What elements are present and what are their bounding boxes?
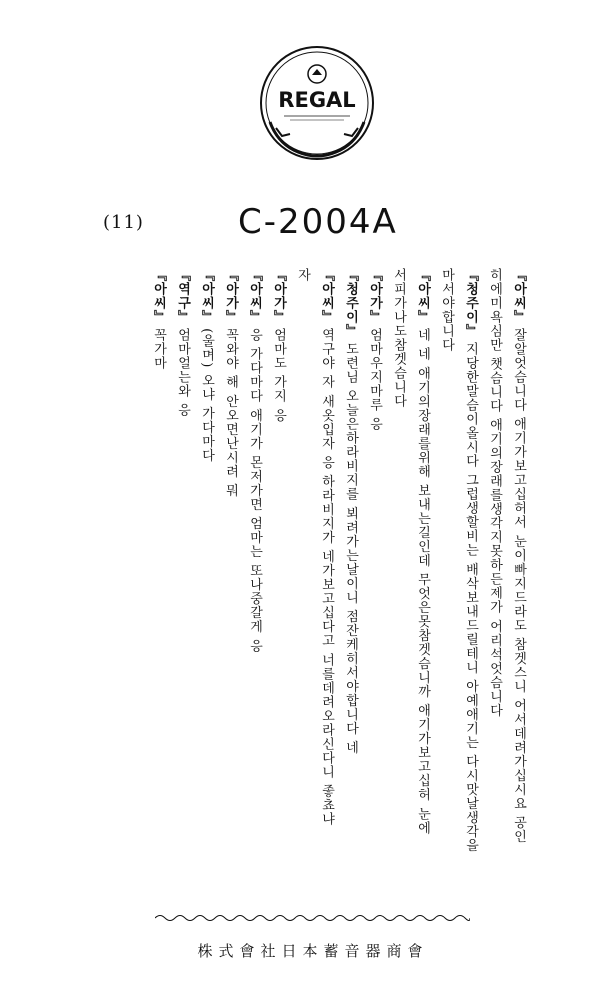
- line-text: 잘알엇슴니다 애기가보고십허서 눈이빠지드라도 참겟스니 어서데려가십시요 공인: [511, 328, 526, 844]
- dialogue-line: [482, 268, 506, 878]
- line-text: 꼭와야 해 안오면난시려 뭐: [223, 328, 238, 498]
- speaker-label: 『아씨』: [415, 268, 430, 324]
- dialogue-line: [338, 268, 362, 878]
- wavy-divider: [155, 912, 470, 924]
- dialogue-line: [170, 268, 194, 878]
- dialogue-text: [90, 268, 530, 878]
- dialogue-line: [386, 268, 410, 878]
- speaker-label: 『청주이』: [463, 268, 478, 338]
- dialogue-line: [434, 268, 458, 878]
- logo-brand-text: REGAL: [278, 88, 356, 112]
- dialogue-line: [194, 268, 218, 878]
- dialogue-line: [242, 268, 266, 878]
- line-text: 엄마얼는와 응: [175, 328, 190, 418]
- dialogue-line: [290, 268, 314, 878]
- speaker-label: 『아씨』: [319, 268, 334, 324]
- dialogue-line: [314, 268, 338, 878]
- speaker-label: 『역구』: [175, 268, 190, 324]
- line-text: 서피가나도참겟슴니다: [391, 268, 406, 408]
- line-text: 엄마우지마루 응: [367, 328, 382, 432]
- dialogue-line: [458, 268, 482, 878]
- speaker-label: 『아가』: [367, 268, 382, 324]
- record-id: C-2004A: [238, 202, 398, 242]
- line-text: 네 네 애기의장래를위해 보내는길인데 무엇은못참겟슴니까 애기가보고십허 눈에: [415, 328, 430, 835]
- dialogue-line: [362, 268, 386, 878]
- line-text: 도련님 오늘은하라비지를 뵈려가는날이니 점잔케히서야합니다 네: [343, 342, 358, 755]
- line-text: 꼭가마: [151, 328, 166, 371]
- speaker-label: 『아씨』: [151, 268, 166, 324]
- line-text: 응 가다마다 애기가 몬저가면 엄마는 또나중갈게 응: [247, 328, 262, 653]
- line-text: 마서야합니다: [439, 268, 454, 352]
- line-text: 엄마도 가지 응: [271, 328, 286, 423]
- speaker-label: 『아씨』: [247, 268, 262, 324]
- speaker-label: 『청주이』: [343, 268, 358, 338]
- line-text: (울며) 오냐 가다마다: [199, 328, 214, 463]
- line-text: 역구야 자 새옷입자 응 하라비지가 네가보고십다고 너를데려오라신다니 좋쵸냐: [319, 328, 334, 827]
- line-text: 히에미욕심만 챗슴니다 애기의장래를생각지못하든제가 어리석엇슴니다: [487, 268, 502, 718]
- page-number: (11): [103, 212, 144, 233]
- dialogue-line: [146, 268, 170, 878]
- speaker-label: 『아가』: [223, 268, 238, 324]
- line-text: 자: [295, 268, 310, 282]
- line-text: 지당한말슴이올시다 그럽생할비는 배삭보내드릴테니 아예애기는 다시맛날생각을: [463, 342, 478, 853]
- publisher-footer: 株式會社日本蓄音器商會: [197, 942, 429, 960]
- speaker-label: 『아씨』: [199, 268, 214, 324]
- speaker-label: 『아가』: [271, 268, 286, 324]
- dialogue-line: [218, 268, 242, 878]
- speaker-label: 『아씨』: [511, 268, 526, 324]
- dialogue-line: [506, 268, 530, 878]
- dialogue-line: [410, 268, 434, 878]
- dialogue-line: [266, 268, 290, 878]
- regal-logo: [258, 44, 376, 162]
